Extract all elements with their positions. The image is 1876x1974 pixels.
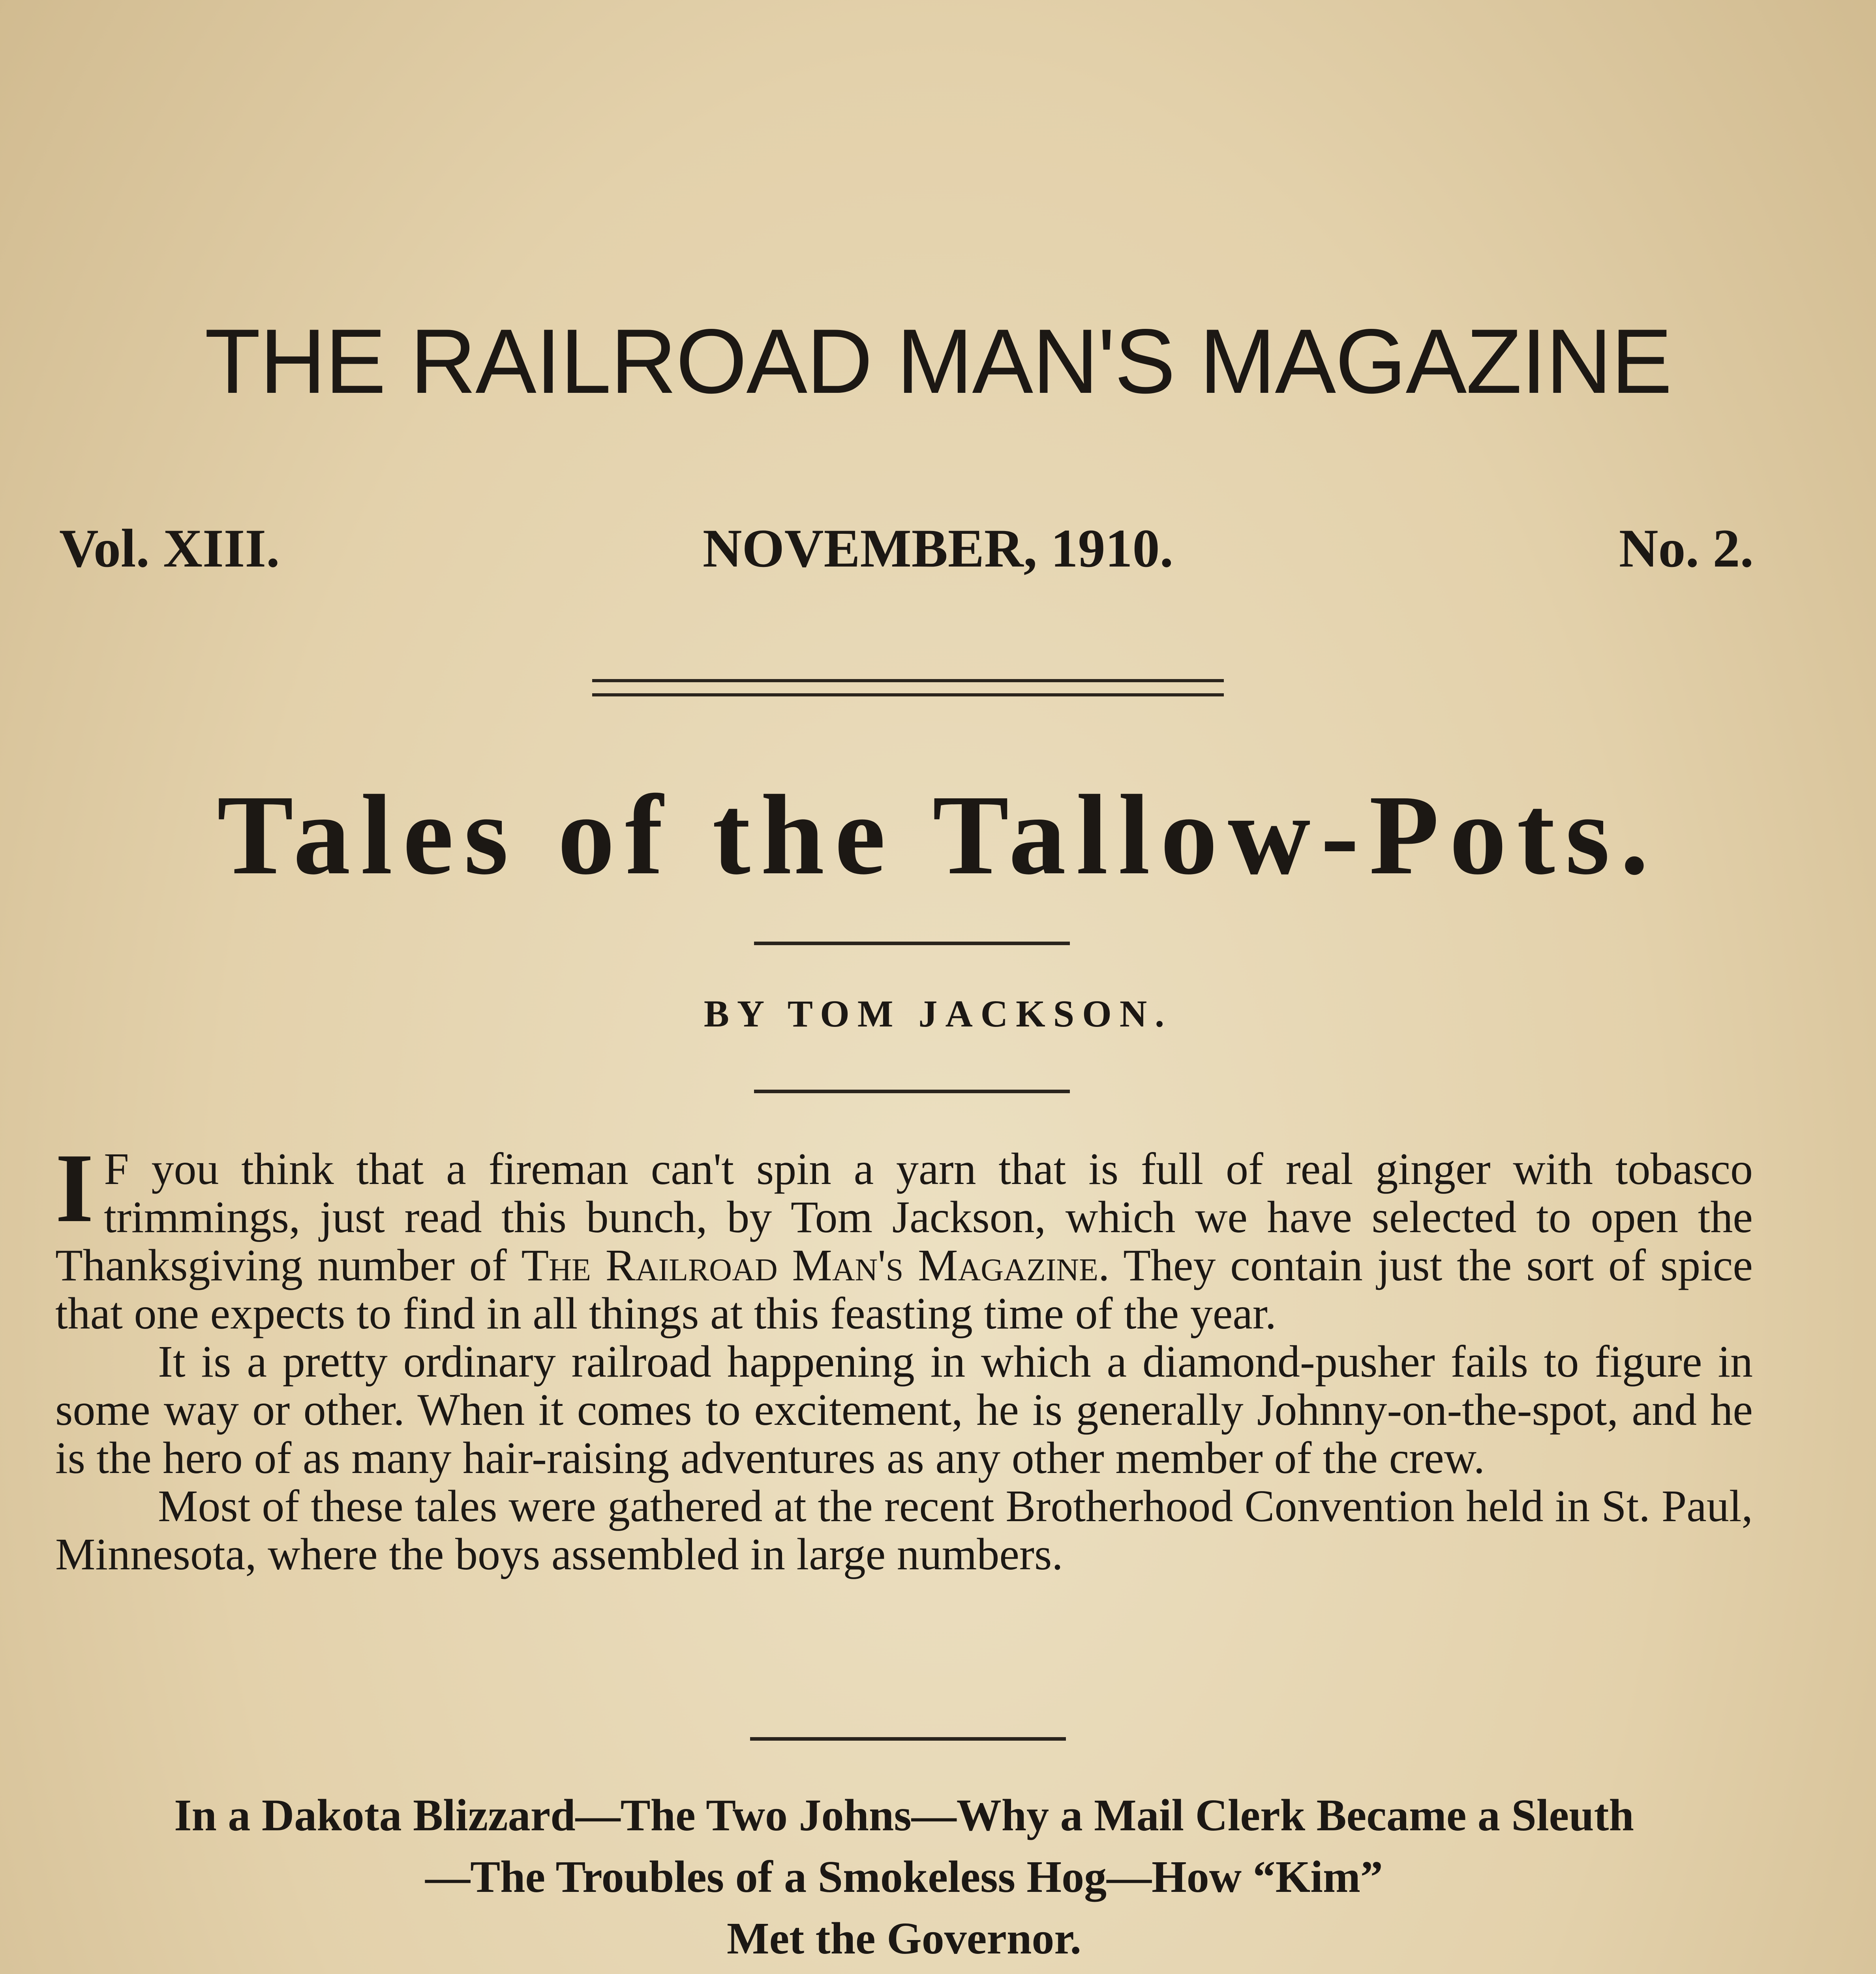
intro-text — [55, 1133, 1753, 1579]
article-title: Tales of the Tallow-Pots. — [217, 771, 1659, 898]
intro-paragraph: Most of these tales were gathered at the recent Brotherhood Convention held in St. Paul, Minnesota, where the boys assembled in large numbers. — [55, 1481, 1753, 1579]
issue-number: No. 2. — [1619, 518, 1754, 578]
subhead-line: In a Dakota Blizzard—The Two Johns—Why a Mail Clerk Became a Sleuth — [174, 1790, 1634, 1840]
masthead: THE RAILROAD MAN'S MAGAZINE — [204, 310, 1672, 413]
intro-paragraph: It is a pretty ordinary railroad happening in which a diamond-pusher fails to figure in some way or other. When it comes to excitement, he is generally Johnny-on-the-spot, and he is the hero of as many hair-raising adventures as any other member of the crew. — [55, 1336, 1753, 1483]
rule-divider — [754, 1090, 1070, 1093]
subhead-line: Met the Governor. — [726, 1913, 1082, 1963]
issue-date: NOVEMBER, 1910. — [702, 518, 1174, 578]
drop-cap: I — [55, 1133, 94, 1243]
subhead-line: —The Troubles of a Smokeless Hog—How “Kim” — [425, 1852, 1383, 1902]
story-subheads — [51, 1784, 1757, 1969]
byline: BY TOM JACKSON. — [704, 993, 1172, 1035]
double-rule-divider — [592, 679, 1224, 696]
magazine-name: The Railroad Man's Magazine — [521, 1240, 1098, 1290]
rule-divider — [750, 1737, 1066, 1741]
rule-divider — [754, 942, 1070, 945]
intro-paragraph: I F you think that a fireman can't spin a yarn that is full of real ginger with tobasco trimmings, just read this bunch, by Tom Jackson, which we have selected to open the Thanksgiving number of The Railroad Man's Magazine. They contain just the sort of spice that one expects to find in all things at this feasting time of the year. — [55, 1133, 1753, 1338]
volume-label: Vol. XIII. — [59, 518, 280, 578]
